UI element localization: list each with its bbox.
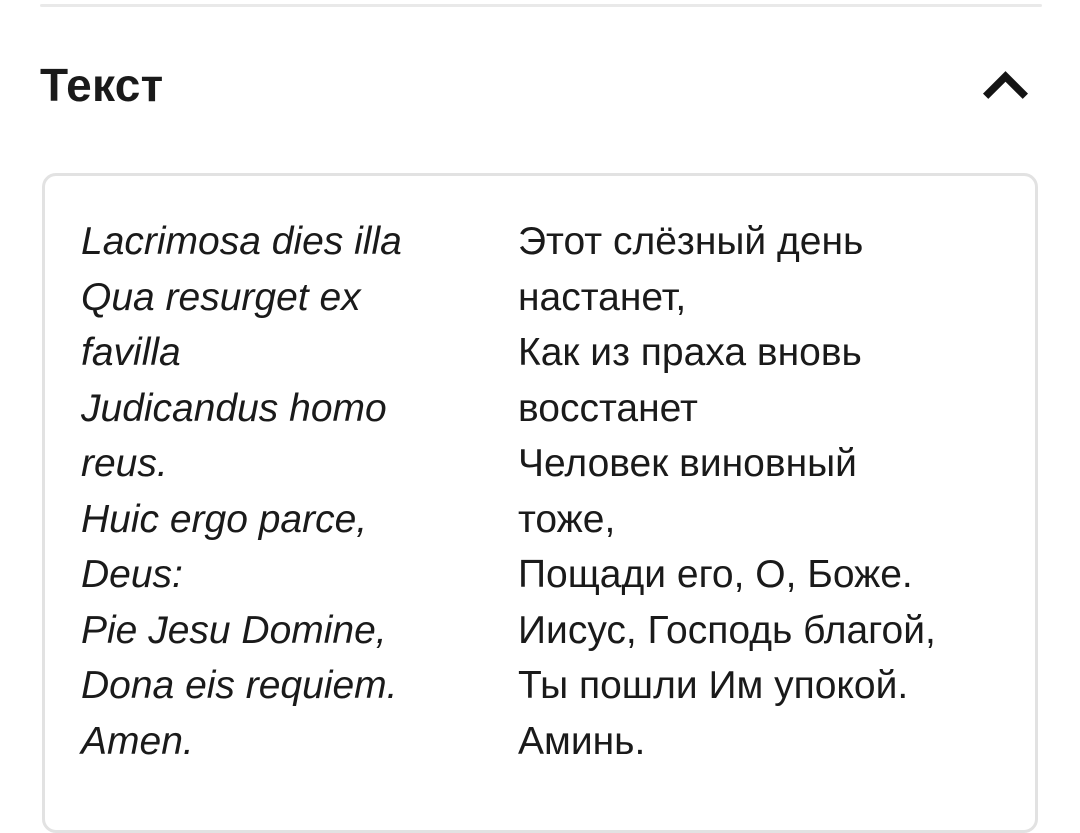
lyric-line: Человек виновный	[518, 442, 857, 485]
lyric-line: Pie Jesu Domine,	[81, 608, 387, 652]
lyrics-columns	[45, 176, 1035, 769]
lyrics-original-column	[81, 214, 518, 769]
lyric-line: настанет,	[518, 275, 687, 319]
lyrics-card	[42, 173, 1038, 833]
lyric-line: тоже,	[518, 497, 616, 541]
lyric-line: Amen.	[81, 719, 194, 763]
lyric-line: Ты пошли Им упокой.	[518, 664, 909, 707]
lyric-line: Как из праха вновь	[518, 331, 862, 374]
lyric-line: Этот слёзный день	[518, 220, 864, 263]
lyrics-translation-column	[518, 214, 1007, 769]
lyric-line: Аминь.	[518, 719, 646, 763]
chevron-up-icon	[983, 71, 1028, 99]
lyric-line: Judicandus homo	[81, 386, 387, 430]
lyric-line: Deus:	[81, 553, 183, 596]
lyric-line: Dona eis requiem.	[81, 664, 398, 707]
lyric-line: Lacrimosa dies illa	[81, 220, 402, 263]
lyric-line: Huic ergo parce,	[81, 497, 368, 541]
lyric-line: Qua resurget ex	[81, 275, 361, 319]
lyric-line: favilla	[81, 331, 181, 374]
lyric-line: Пощади его, О, Боже.	[518, 553, 913, 596]
collapse-section-button[interactable]	[973, 65, 1038, 105]
top-divider	[40, 4, 1042, 7]
lyric-line: reus.	[81, 442, 168, 485]
lyric-line: восстанет	[518, 386, 698, 430]
lyrics-section-header	[40, 56, 1040, 114]
section-title: Текст	[40, 59, 164, 111]
lyric-line: Иисус, Господь благой,	[518, 608, 936, 652]
